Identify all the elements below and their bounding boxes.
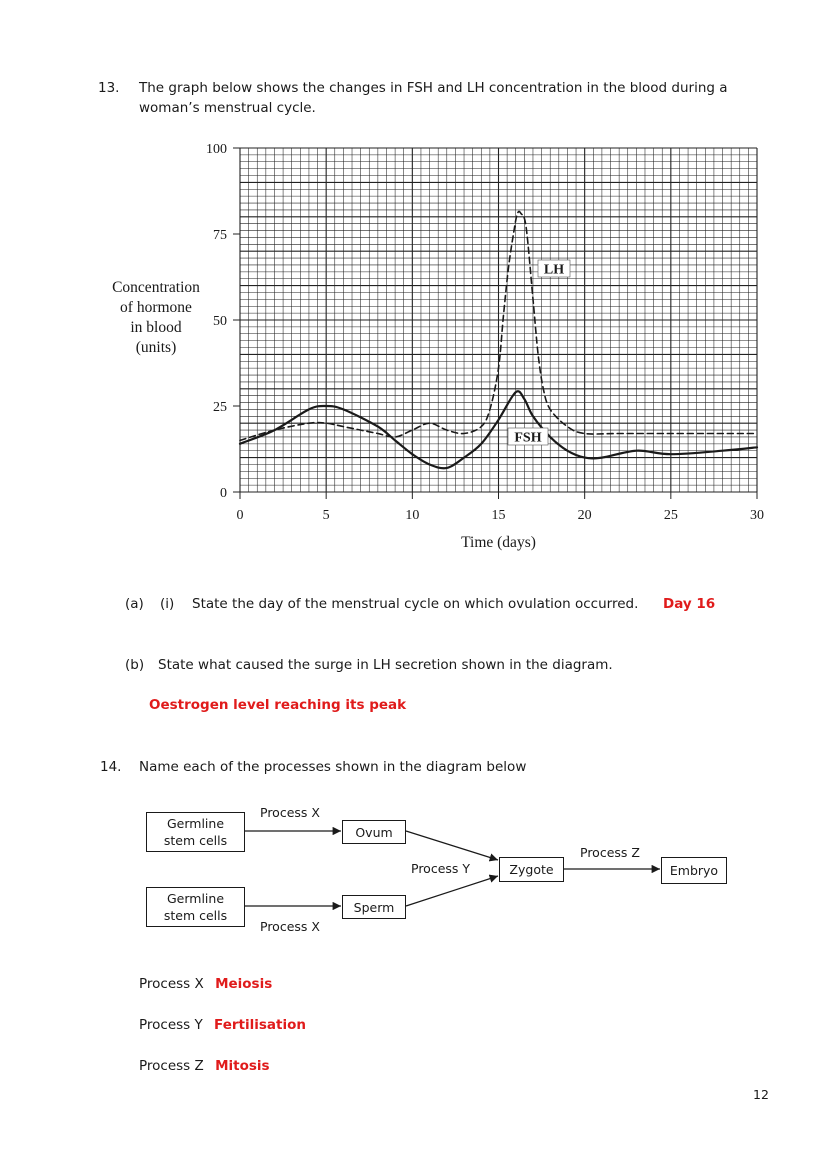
hormone-chart	[0, 0, 828, 560]
x-tick-label: 10	[405, 508, 420, 523]
y-tick-label: 100	[206, 142, 227, 157]
y-tick-label: 50	[213, 314, 227, 329]
question-14-number: 14.	[100, 759, 122, 775]
question-13-text-line1: The graph below shows the changes in FSH and LH concentration in the blood during a	[139, 80, 728, 96]
process-y-label: Process Y	[411, 861, 471, 876]
answer-label: Process Z	[139, 1058, 204, 1074]
fsh-annotation: FSH	[514, 430, 542, 446]
answer-value: Meiosis	[215, 976, 273, 992]
answer-label: Process X	[139, 976, 204, 992]
question-14-prompt: Name each of the processes shown in the diagram below	[139, 759, 527, 775]
page-number: 12	[753, 1087, 769, 1102]
answer-row-x	[139, 974, 272, 994]
lh-annotation: LH	[543, 262, 565, 278]
arrow-sperm-to-zygote	[406, 876, 498, 906]
germline-stem-cells-top: Germline stem cells	[146, 812, 245, 852]
x-tick-label: 25	[663, 508, 678, 523]
y-tick-label: 0	[220, 486, 227, 501]
x-tick-label: 0	[236, 508, 244, 523]
part-b-label: (b)	[125, 657, 145, 673]
zygote-box: Zygote	[499, 857, 564, 882]
y-axis-title-line: of hormone	[120, 299, 192, 316]
answer-value: Fertilisation	[214, 1017, 306, 1033]
y-axis-title-line: (units)	[135, 339, 177, 356]
process-x-bottom-label: Process X	[260, 919, 320, 934]
part-a-label: (a)	[125, 596, 144, 612]
y-axis-title-line: Concentration	[112, 279, 200, 296]
y-tick-label: 75	[213, 228, 227, 243]
question-13-number: 13.	[98, 80, 120, 96]
process-x-top-label: Process X	[260, 805, 320, 820]
germline-stem-cells-bottom: Germline stem cells	[146, 887, 245, 927]
x-tick-label: 15	[491, 508, 506, 523]
chart-grid	[240, 148, 757, 492]
x-tick-label: 30	[750, 508, 764, 523]
part-a-question: State the day of the menstrual cycle on which ovulation occurred.	[192, 596, 639, 612]
embryo-box: Embryo	[661, 857, 727, 884]
y-axis-title-line: in blood	[130, 319, 182, 336]
part-b-answer: Oestrogen level reaching its peak	[149, 697, 407, 713]
x-tick-label: 5	[322, 508, 330, 523]
answer-label: Process Y	[139, 1017, 203, 1033]
chart-axes	[206, 142, 764, 523]
question-13-text-line2: woman’s menstrual cycle.	[139, 100, 316, 116]
arrow-ovum-to-zygote	[406, 831, 498, 860]
x-axis-title: Time (days)	[461, 534, 536, 551]
sperm-box: Sperm	[342, 895, 406, 919]
answer-value: Mitosis	[215, 1058, 270, 1074]
answer-row-y	[139, 1015, 306, 1035]
part-b-question: State what caused the surge in LH secretion shown in the diagram.	[158, 657, 613, 673]
answer-row-z	[139, 1056, 270, 1076]
process-z-label: Process Z	[580, 845, 640, 860]
ovum-box: Ovum	[342, 820, 406, 844]
part-a-answer: Day 16	[663, 596, 716, 612]
y-tick-label: 25	[213, 400, 227, 415]
x-tick-label: 20	[577, 508, 592, 523]
part-a-i-label: (i)	[160, 596, 175, 612]
